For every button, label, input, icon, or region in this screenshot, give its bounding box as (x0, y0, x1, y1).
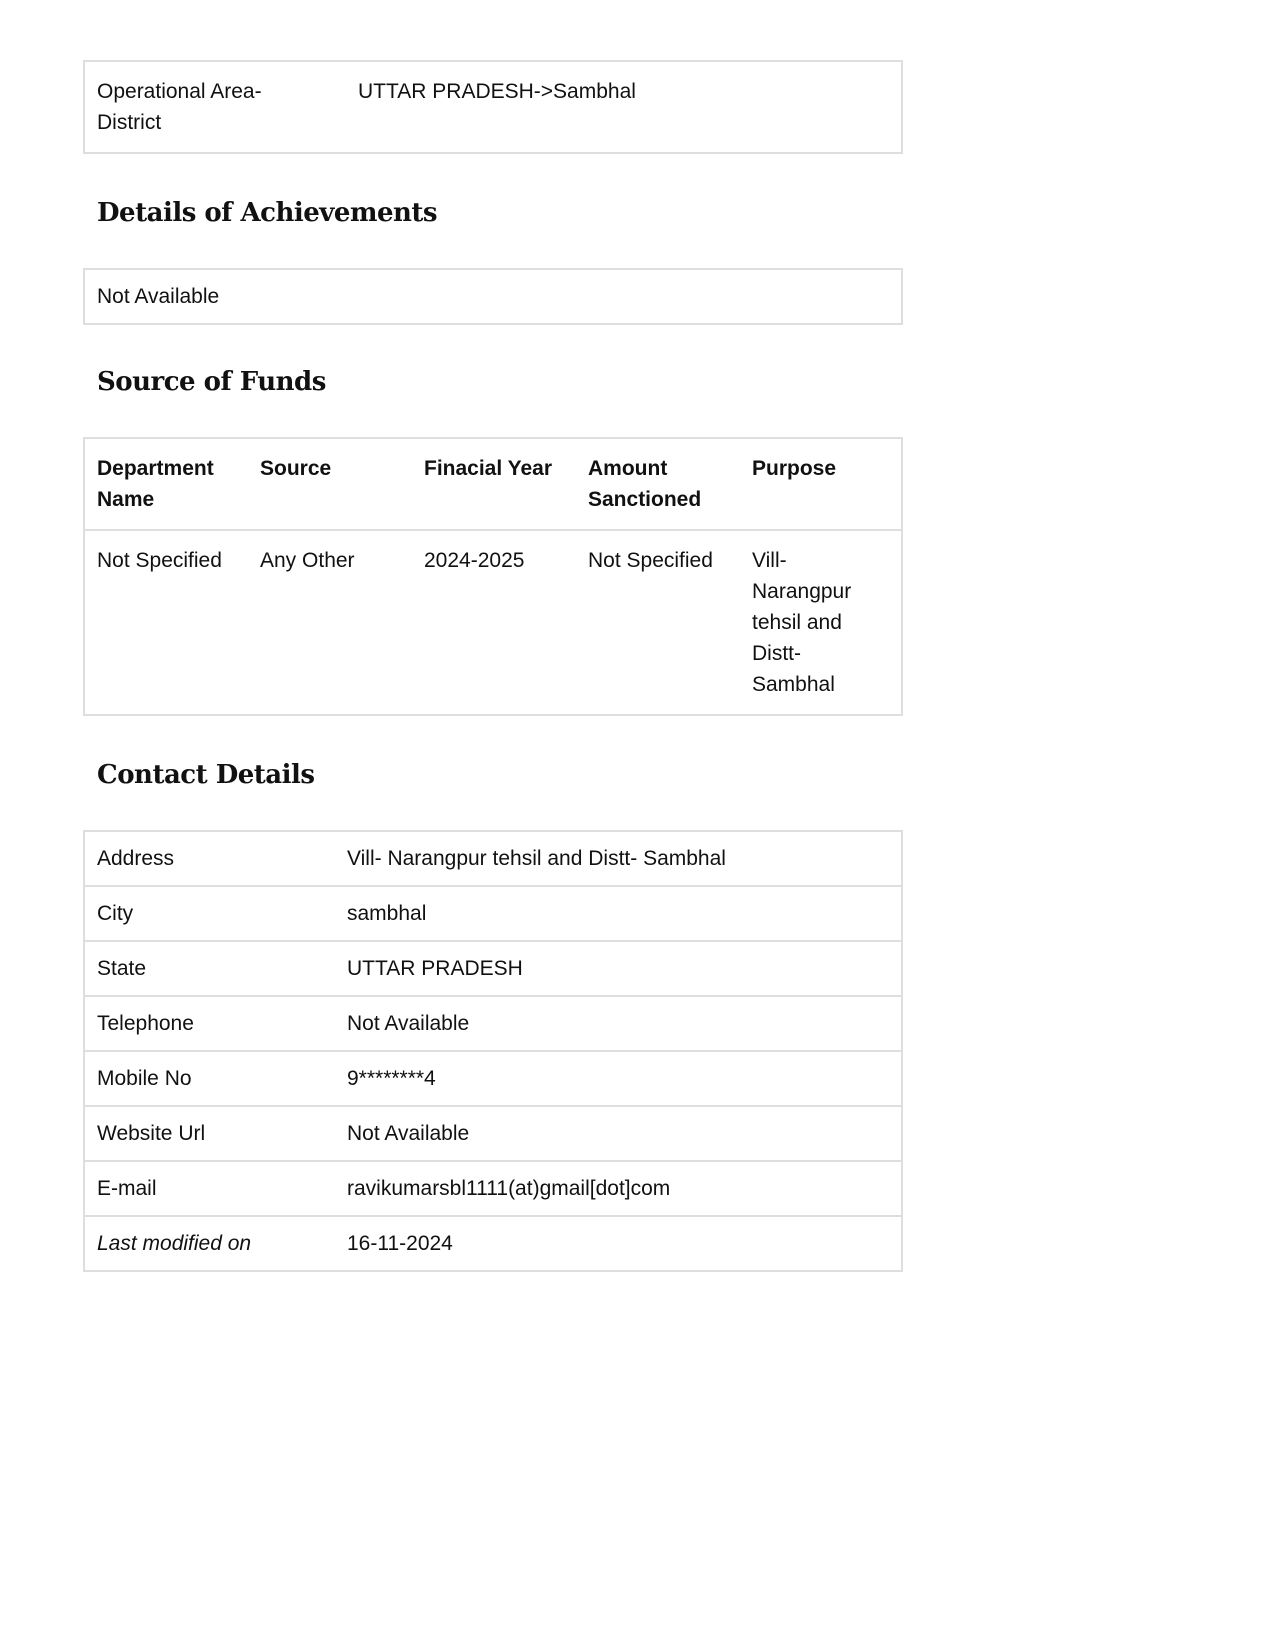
table-row (84, 941, 902, 996)
achievements-heading: Details of Achievements (97, 198, 438, 228)
achievements-value: Not Available (97, 285, 220, 308)
table-row (84, 996, 902, 1051)
funds-heading: Source of Funds (97, 367, 326, 397)
table-row (84, 530, 902, 715)
table-row (84, 269, 902, 324)
achievements-table (83, 268, 903, 325)
table-row (84, 1051, 902, 1106)
purpose-cell: Vill- Narangpur tehsil and Distt- Sambhal (752, 549, 852, 696)
column-header-year: Finacial Year (412, 438, 576, 530)
mobile-label: Mobile No (84, 1051, 335, 1106)
state-value: UTTAR PRADESH (335, 941, 902, 996)
mobile-value: 9********4 (335, 1051, 902, 1106)
city-value: sambhal (335, 886, 902, 941)
address-value: Vill- Narangpur tehsil and Distt- Sambhal (347, 847, 726, 870)
table-row (84, 1216, 902, 1271)
last-modified-label: Last modified on (84, 1216, 335, 1271)
table-row (84, 1106, 902, 1161)
column-header-purpose: Purpose (740, 438, 902, 530)
address-label: Address (97, 847, 175, 870)
table-row (84, 831, 902, 886)
amount-cell: Not Specified (588, 549, 713, 572)
website-label: Website Url (84, 1106, 335, 1161)
funds-table (83, 437, 903, 716)
operational-area-label: Operational Area-District (97, 80, 262, 134)
table-row (84, 61, 902, 153)
column-header-amount: Amount Sanctioned (576, 438, 740, 530)
city-label: City (84, 886, 335, 941)
operational-area-table (83, 60, 903, 154)
email-value: ravikumarsbl1111(at)gmail[dot]com (335, 1161, 902, 1216)
department-cell: Not Specified (97, 549, 222, 572)
table-row (84, 886, 902, 941)
source-cell: Any Other (260, 549, 355, 572)
telephone-value: Not Available (335, 996, 902, 1051)
contact-table (83, 830, 903, 1272)
document-page (83, 60, 903, 1272)
website-value: Not Available (335, 1106, 902, 1161)
year-cell: 2024-2025 (424, 549, 525, 572)
contact-heading: Contact Details (97, 760, 315, 790)
operational-area-value: UTTAR PRADESH->Sambhal (358, 80, 636, 103)
table-header-row (84, 438, 902, 530)
column-header-department: Department Name (84, 438, 248, 530)
last-modified-value: 16-11-2024 (335, 1216, 902, 1271)
state-label: State (84, 941, 335, 996)
telephone-label: Telephone (84, 996, 335, 1051)
email-label: E-mail (84, 1161, 335, 1216)
table-row (84, 1161, 902, 1216)
column-header-source: Source (248, 438, 412, 530)
